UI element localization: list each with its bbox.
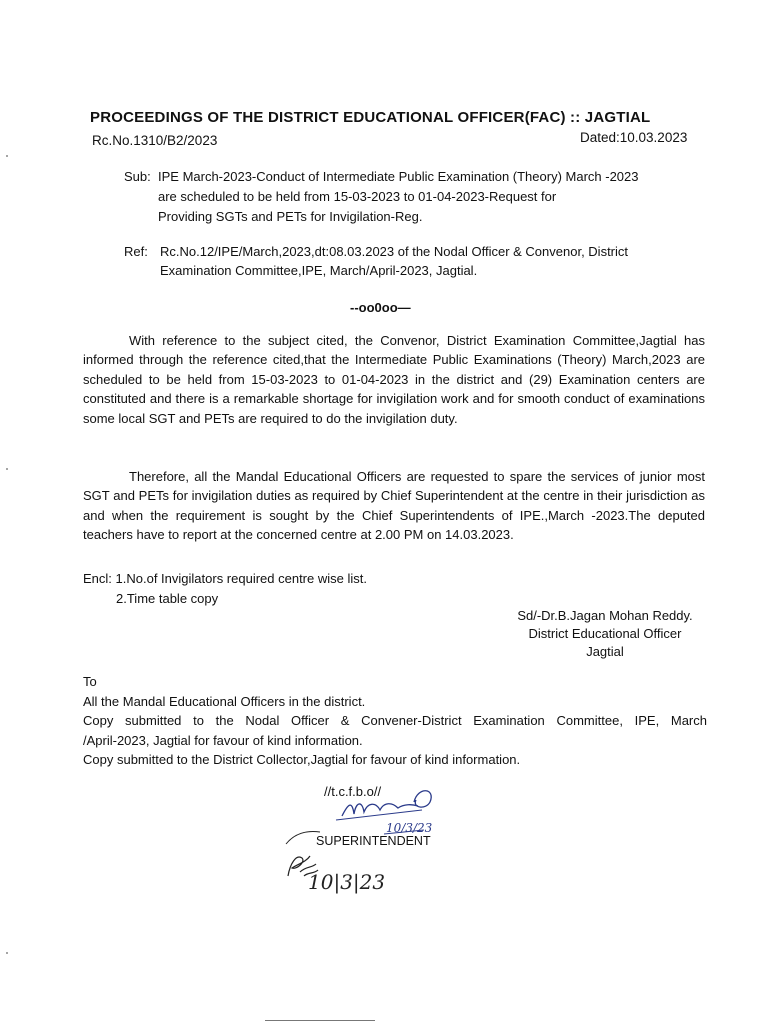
recipient-line: Copy submitted to the District Collector,Jagtial for favour of kind information. [83, 752, 521, 767]
page-edge-line [265, 1020, 375, 1021]
subject-line: IPE March-2023-Conduct of Intermediate Public Examination (Theory) March -2023 [158, 169, 639, 184]
reference-number: Rc.No.1310/B2/2023 [92, 133, 218, 148]
reference-label: Ref: [124, 244, 148, 259]
subject-line: are scheduled to be held from 15-03-2023 to 01-04-2023-Request for [158, 189, 557, 204]
body-paragraph: With reference to the subject cited, the Convenor, District Examination Committee,Jagtial has informed through the reference cited,that the Intermediate Public Examinations (Theory) March,2023 are scheduled to be held from 15-03-2023 to 01-04-2023 in the district and (29) Examination centers are constituted and there is a remarkable shortage for invigilation work and for smooth conduct of examinations some local SGT and PETs are required to do the invigilation duty. [83, 333, 705, 426]
recipient-line: /April-2023, Jagtial for favour of kind information. [83, 732, 363, 748]
scan-speck [6, 952, 8, 954]
signatory-place: Jagtial [586, 644, 624, 659]
subject-block [124, 167, 704, 227]
initials-date: 10/3/23 [386, 821, 433, 835]
to-label: To [83, 674, 97, 689]
subject-label: Sub: [124, 169, 151, 184]
reference-line: Examination Committee,IPE, March/April-2023, Jagtial. [160, 263, 478, 278]
signatory-name: Sd/-Dr.B.Jagan Mohan Reddy. [517, 608, 693, 623]
reference-block [124, 242, 714, 280]
enclosure-item: 1.No.of Invigilators required centre wise list. [115, 571, 367, 586]
subject-line: Providing SGTs and PETs for Invigilation-Reg. [158, 209, 423, 224]
signatory-designation: District Educational Officer [528, 626, 682, 641]
recipient-line: Copy submitted to the Nodal Officer & Convener-District Examination Committee, IPE, March [83, 713, 707, 728]
scan-speck [6, 155, 8, 157]
reference-line: Rc.No.12/IPE/March,2023,dt:08.03.2023 of the Nodal Officer & Convenor, District [160, 244, 629, 259]
body-paragraph: Therefore, all the Mandal Educational Officers are requested to spare the services of junior most SGT and PETs for invigilation duties as required by Chief Superintendent at the centre in their jurisdiction as and when the requirement is sought by the Chief Superintendents of IPE.,March -2023.The deputed teachers have to report at the concerned centre at 2.00 PM on 14.03.2023. [83, 469, 705, 543]
handwritten-date: 10|3|23 [308, 870, 386, 894]
section-divider: --oo0oo— [350, 300, 411, 315]
recipients-block [83, 672, 707, 770]
enclosure-label: Encl: [83, 571, 112, 586]
enclosures [83, 569, 367, 609]
tcfbo-endorsement: //t.c.f.b.o// [324, 784, 382, 799]
handwritten-initials [326, 780, 446, 838]
signature-block [505, 607, 705, 661]
scan-speck [6, 468, 8, 470]
enclosure-item: 2.Time table copy [116, 591, 219, 606]
recipient-line: All the Mandal Educational Officers in the district. [83, 693, 366, 709]
document-title: PROCEEDINGS OF THE DISTRICT EDUCATIONAL OFFICER(FAC) :: JAGTIAL [90, 109, 651, 126]
document-date: Dated:10.03.2023 [580, 130, 688, 145]
superintendent-label: SUPERINTENDENT [316, 834, 431, 848]
